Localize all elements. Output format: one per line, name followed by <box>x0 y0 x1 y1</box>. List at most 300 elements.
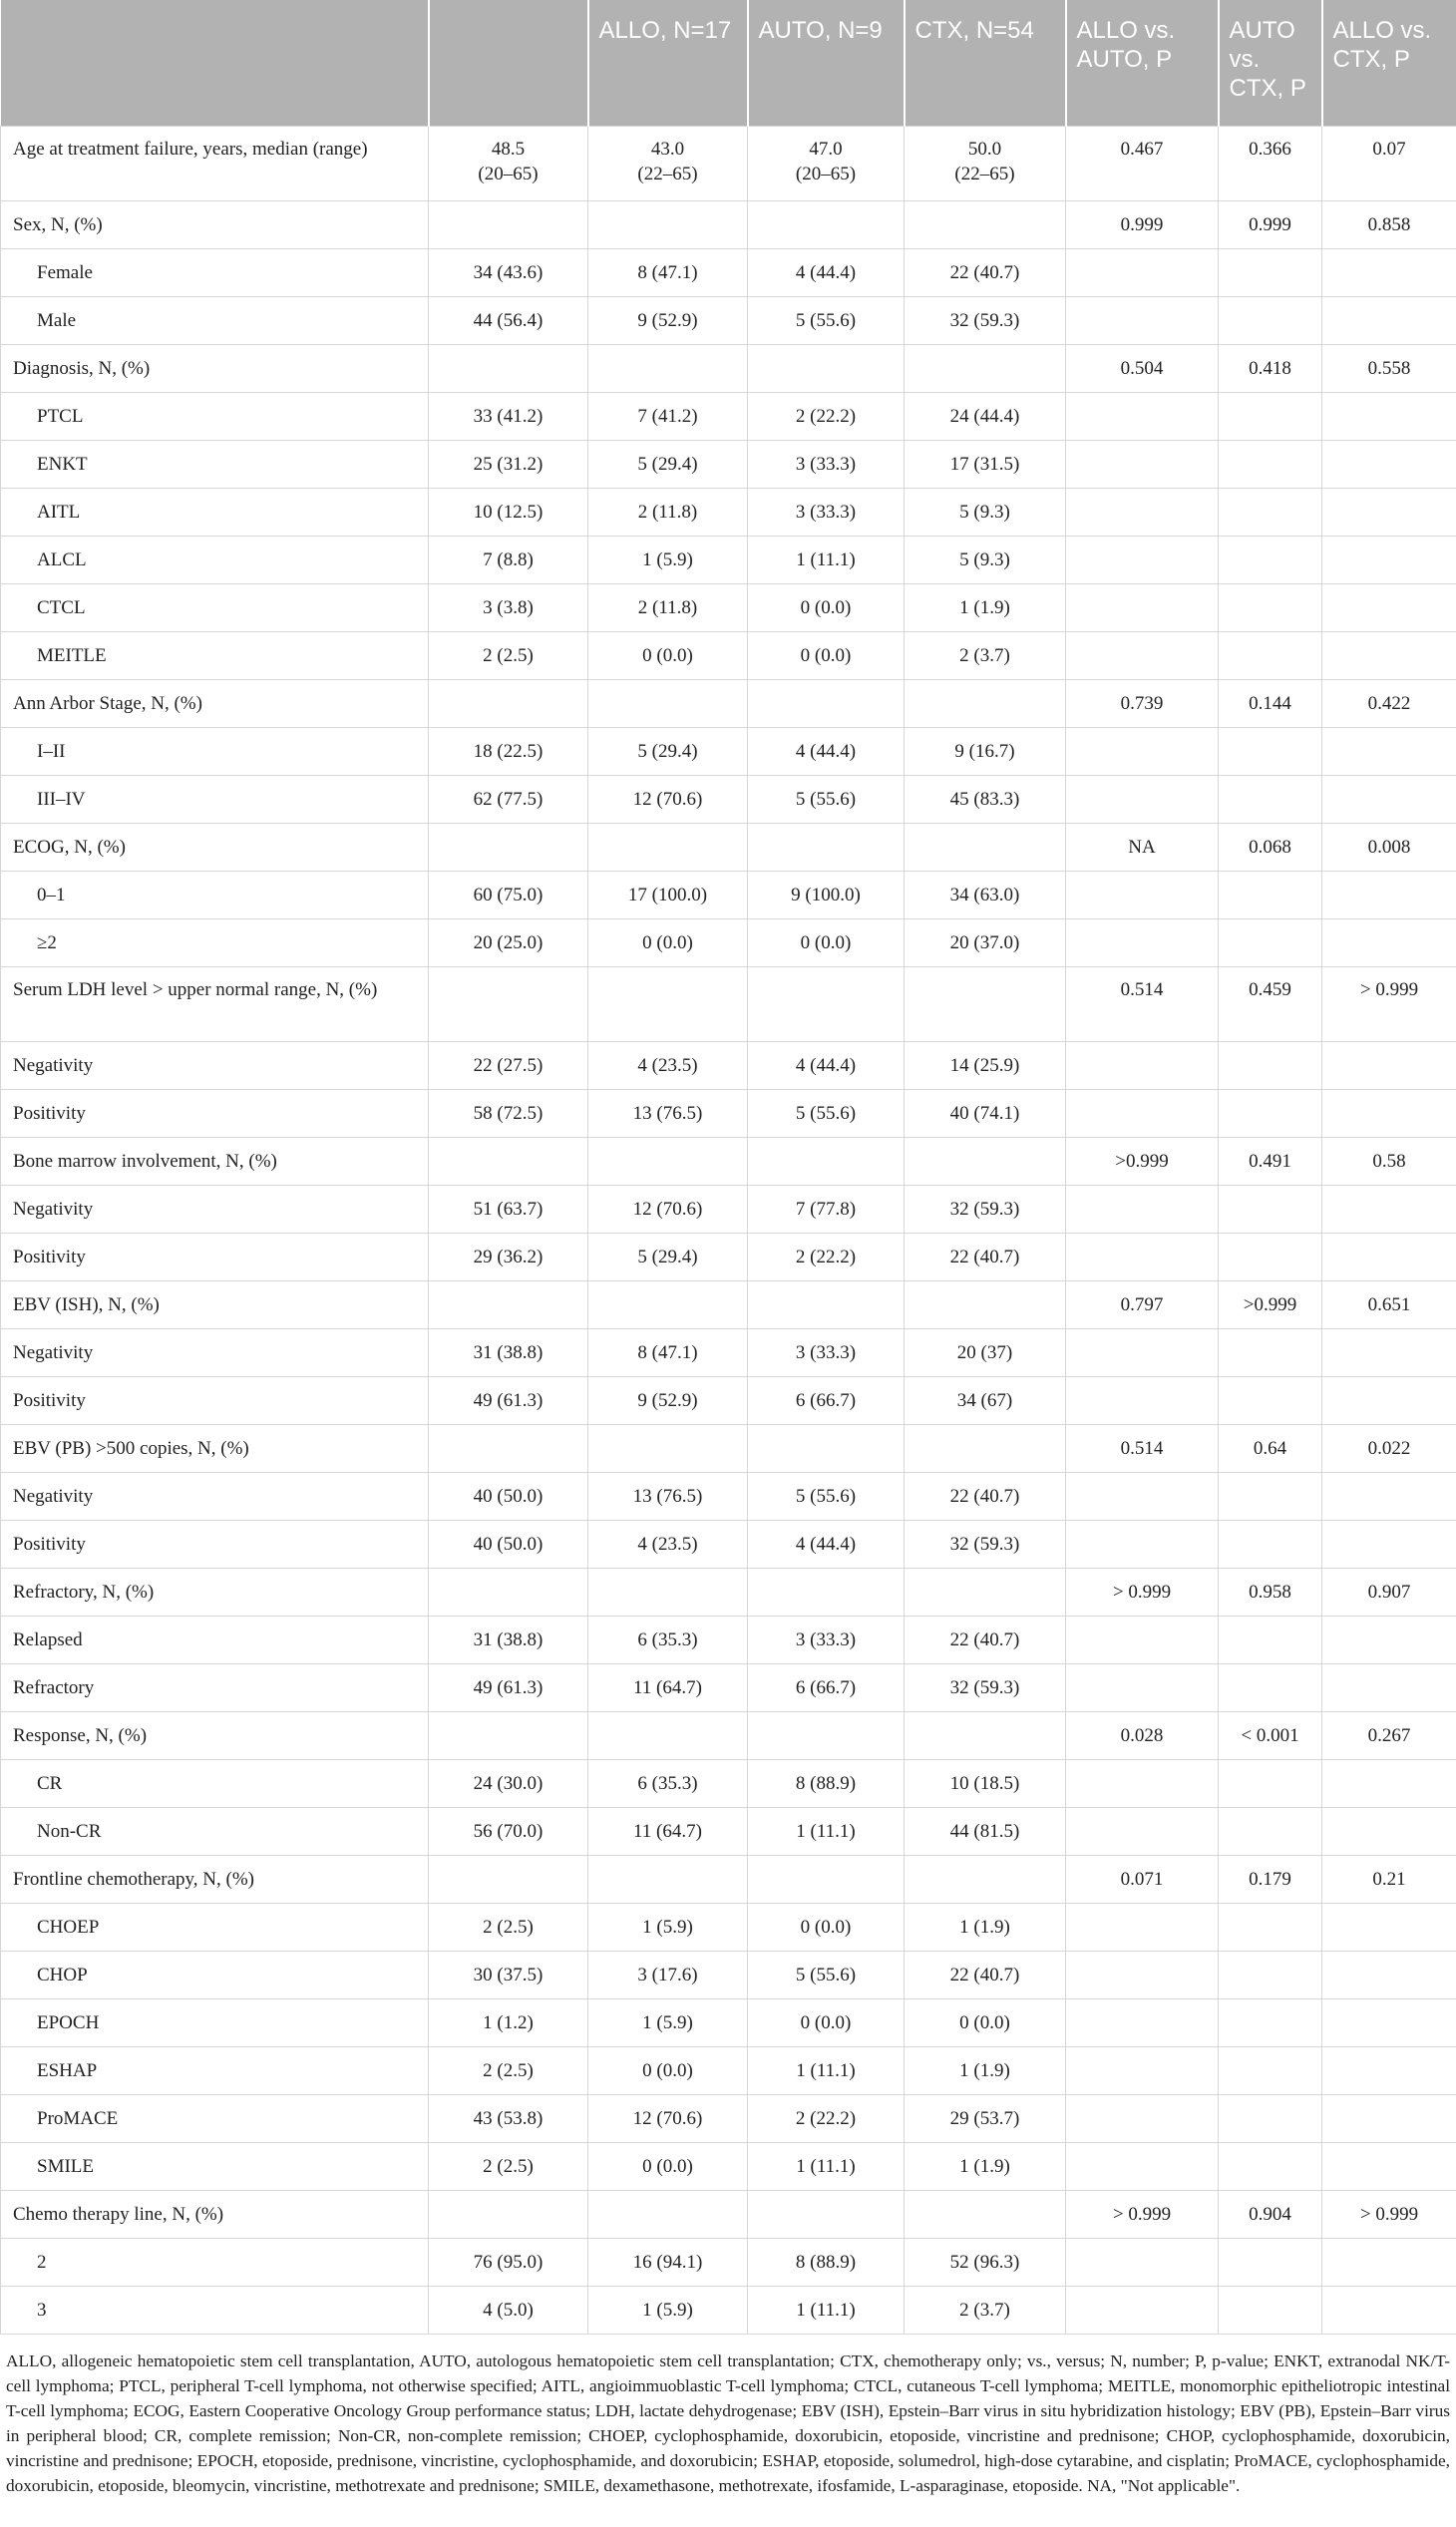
p-value-cell <box>1219 488 1322 536</box>
p-value-cell: 0.999 <box>1066 200 1219 248</box>
table-footnote: ALLO, allogeneic hematopoietic stem cell transplantation, AUTO, autologous hematopoietic stem cell transplantation; CTX, chemotherapy only; vs., versus; N, number; P, p-value; ENKT, extranodal NK/T-cell lymphoma; PTCL, peripheral T-cell lymphoma, not otherwise specified; AITL, angioimmuoblastic T-cell lymphoma; CTCL, cutaneous T-cell lymphoma; MEITLE, monomorphic epitheliotropic intestinal T-cell lymphoma; ECOG, Eastern Cooperative Oncology Group performance status; LDH, lactate dehydrogenase; EBV (ISH), Epstein–Barr virus in situ hybridization histology; EBV (PB), Epstein–Barr virus in peripheral blood; CR, complete remission; Non-CR, non-complete remission; CHOEP, cyclophosphamide, doxorubicin, etoposide, vincristine and prednisone; CHOP, cyclophosphamide, doxorubicin, vincristine and prednisone; EPOCH, etoposide, prednisone, vincristine, cyclophosphamide, and doxorubicin; ESHAP, etoposide, solumedrol, high-dose cytarabine, and cisplatin; ProMACE, cyclophosphamide, doxorubicin, etoposide, bleomycin, vincristine, methotrexate and prednisone; SMILE, dexamethasone, methotrexate, ifosfamide, L-asparaginase, etoposide. NA, "Not applicable". <box>6 2350 1450 2495</box>
p-value-cell <box>1219 1520 1322 1568</box>
value-cell: 12 (70.6) <box>588 2094 748 2142</box>
value-cell <box>905 200 1066 248</box>
table-row <box>1 2286 1456 2334</box>
p-value-cell <box>1219 727 1322 775</box>
value-cell: 5 (9.3) <box>905 488 1066 536</box>
table-row <box>1 2094 1456 2142</box>
value-cell <box>429 2190 588 2238</box>
value-cell: 1 (1.2) <box>429 1998 588 2046</box>
p-value-cell <box>1066 1328 1219 1376</box>
value-cell: 0 (0.0) <box>748 631 905 679</box>
value-cell: 22 (40.7) <box>905 1951 1066 1998</box>
row-label: ≥2 <box>1 918 429 966</box>
row-label: Frontline chemotherapy, N, (%) <box>1 1855 429 1903</box>
value-cell: 32 (59.3) <box>905 1185 1066 1233</box>
p-value-cell <box>1322 2238 1456 2286</box>
value-cell <box>429 1280 588 1328</box>
value-cell: 5 (55.6) <box>748 1089 905 1137</box>
value-cell: 2 (2.5) <box>429 631 588 679</box>
header-cell-ctx: CTX, N=54 <box>905 0 1066 126</box>
table-row <box>1 344 1456 392</box>
p-value-cell <box>1066 392 1219 440</box>
p-value-cell: 0.958 <box>1219 1568 1322 1616</box>
value-cell <box>588 1424 748 1472</box>
table-row <box>1 1424 1456 1472</box>
row-label: 0–1 <box>1 871 429 918</box>
p-value-cell <box>1219 1376 1322 1424</box>
value-cell <box>429 1568 588 1616</box>
value-cell: 7 (77.8) <box>748 1185 905 1233</box>
value-cell: 4 (44.4) <box>748 1041 905 1089</box>
value-cell <box>748 1424 905 1472</box>
p-value-cell: 0.267 <box>1322 1711 1456 1759</box>
value-cell <box>429 1424 588 1472</box>
table-row <box>1 1089 1456 1137</box>
p-value-cell <box>1066 727 1219 775</box>
p-value-cell <box>1322 1376 1456 1424</box>
row-label: Ann Arbor Stage, N, (%) <box>1 679 429 727</box>
value-line: (22–65) <box>954 163 1015 184</box>
p-value-cell <box>1066 296 1219 344</box>
p-value-cell <box>1066 631 1219 679</box>
value-cell: 2 (3.7) <box>905 631 1066 679</box>
value-cell <box>429 823 588 871</box>
p-value-cell: 0.64 <box>1219 1424 1322 1472</box>
value-cell <box>588 200 748 248</box>
value-cell: 6 (35.3) <box>588 1759 748 1807</box>
p-value-cell <box>1322 1807 1456 1855</box>
row-label: EBV (ISH), N, (%) <box>1 1280 429 1328</box>
value-cell: 40 (74.1) <box>905 1089 1066 1137</box>
value-cell: 20 (25.0) <box>429 918 588 966</box>
p-value-cell: 0.07 <box>1322 126 1456 200</box>
p-value-cell: 0.418 <box>1219 344 1322 392</box>
p-value-cell <box>1322 775 1456 823</box>
p-value-cell <box>1066 488 1219 536</box>
value-cell <box>588 2190 748 2238</box>
p-value-cell: 0.467 <box>1066 126 1219 200</box>
value-cell: 4 (23.5) <box>588 1520 748 1568</box>
value-line: (22–65) <box>637 163 698 184</box>
row-label: PTCL <box>1 392 429 440</box>
p-value-cell <box>1066 1520 1219 1568</box>
p-value-cell <box>1066 1951 1219 1998</box>
value-cell: 9 (52.9) <box>588 1376 748 1424</box>
table-row <box>1 440 1456 488</box>
value-cell: 76 (95.0) <box>429 2238 588 2286</box>
p-value-cell: 0.422 <box>1322 679 1456 727</box>
p-value-cell: 0.514 <box>1066 966 1219 1041</box>
value-cell <box>905 823 1066 871</box>
p-value-cell <box>1322 1233 1456 1280</box>
value-cell: 56 (70.0) <box>429 1807 588 1855</box>
value-cell: 11 (64.7) <box>588 1663 748 1711</box>
value-cell: 12 (70.6) <box>588 775 748 823</box>
row-label: Positivity <box>1 1089 429 1137</box>
p-value-cell <box>1322 918 1456 966</box>
value-cell: 6 (35.3) <box>588 1616 748 1663</box>
value-cell <box>429 1855 588 1903</box>
value-cell <box>588 1568 748 1616</box>
table-row <box>1 823 1456 871</box>
value-cell: 8 (88.9) <box>748 1759 905 1807</box>
table-row <box>1 871 1456 918</box>
value-cell <box>905 1137 1066 1185</box>
value-cell: 2 (2.5) <box>429 2046 588 2094</box>
p-value-cell: 0.907 <box>1322 1568 1456 1616</box>
value-cell: 45 (83.3) <box>905 775 1066 823</box>
value-cell: 25 (31.2) <box>429 440 588 488</box>
p-value-cell <box>1219 440 1322 488</box>
value-cell: 0 (0.0) <box>748 918 905 966</box>
table-row <box>1 679 1456 727</box>
p-value-cell <box>1066 1089 1219 1137</box>
value-cell: 4 (44.4) <box>748 248 905 296</box>
value-line: (20–65) <box>478 163 539 184</box>
value-cell: 2 (22.2) <box>748 2094 905 2142</box>
p-value-cell: 0.999 <box>1219 200 1322 248</box>
value-cell <box>905 679 1066 727</box>
value-cell: 5 (55.6) <box>748 775 905 823</box>
row-label: Response, N, (%) <box>1 1711 429 1759</box>
value-cell <box>588 1855 748 1903</box>
value-cell <box>748 823 905 871</box>
p-value-cell <box>1322 631 1456 679</box>
value-cell: 9 (52.9) <box>588 296 748 344</box>
row-label: Age at treatment failure, years, median (range) <box>1 126 429 200</box>
value-cell: 20 (37.0) <box>905 918 1066 966</box>
p-value-cell: 0.858 <box>1322 200 1456 248</box>
p-value-cell <box>1322 1759 1456 1807</box>
table-row <box>1 1759 1456 1807</box>
value-cell: 22 (40.7) <box>905 1616 1066 1663</box>
value-cell <box>588 126 748 200</box>
table-row <box>1 1376 1456 1424</box>
p-value-cell <box>1322 583 1456 631</box>
p-value-cell: 0.008 <box>1322 823 1456 871</box>
value-cell: 2 (3.7) <box>905 2286 1066 2334</box>
p-value-cell <box>1066 2046 1219 2094</box>
value-cell: 29 (36.2) <box>429 1233 588 1280</box>
table-row <box>1 1998 1456 2046</box>
value-cell: 5 (29.4) <box>588 1233 748 1280</box>
p-value-cell <box>1322 1185 1456 1233</box>
value-cell: 1 (11.1) <box>748 2142 905 2190</box>
table-body <box>1 126 1456 2334</box>
p-value-cell <box>1066 440 1219 488</box>
p-value-cell <box>1219 536 1322 583</box>
value-cell: 3 (3.8) <box>429 583 588 631</box>
table-row <box>1 1520 1456 1568</box>
table-row <box>1 1185 1456 1233</box>
table-row <box>1 248 1456 296</box>
p-value-cell <box>1219 392 1322 440</box>
value-cell: 9 (100.0) <box>748 871 905 918</box>
value-cell: 34 (43.6) <box>429 248 588 296</box>
row-label: ECOG, N, (%) <box>1 823 429 871</box>
p-value-cell <box>1322 392 1456 440</box>
p-value-cell <box>1219 1328 1322 1376</box>
value-cell: 10 (12.5) <box>429 488 588 536</box>
p-value-cell <box>1219 631 1322 679</box>
p-value-cell <box>1066 1472 1219 1520</box>
value-cell <box>588 679 748 727</box>
p-value-cell <box>1322 2094 1456 2142</box>
value-cell <box>429 1711 588 1759</box>
value-cell: 0 (0.0) <box>588 631 748 679</box>
value-cell: 1 (11.1) <box>748 2046 905 2094</box>
value-cell: 29 (53.7) <box>905 2094 1066 2142</box>
p-value-cell: 0.071 <box>1066 1855 1219 1903</box>
row-label: MEITLE <box>1 631 429 679</box>
row-label: Positivity <box>1 1520 429 1568</box>
table-row <box>1 631 1456 679</box>
p-value-cell <box>1219 1233 1322 1280</box>
value-line: 43.0 <box>650 138 685 160</box>
row-label: CHOEP <box>1 1903 429 1951</box>
p-value-cell <box>1322 2286 1456 2334</box>
p-value-cell <box>1066 1759 1219 1807</box>
p-value-cell: 0.028 <box>1066 1711 1219 1759</box>
row-label: III–IV <box>1 775 429 823</box>
p-value-cell <box>1066 2286 1219 2334</box>
row-label: Positivity <box>1 1233 429 1280</box>
row-label: EBV (PB) >500 copies, N, (%) <box>1 1424 429 1472</box>
value-cell: 16 (94.1) <box>588 2238 748 2286</box>
p-value-cell <box>1219 775 1322 823</box>
value-cell <box>588 344 748 392</box>
p-value-cell <box>1066 871 1219 918</box>
p-value-cell: > 0.999 <box>1322 2190 1456 2238</box>
row-label: 3 <box>1 2286 429 2334</box>
value-cell: 22 (27.5) <box>429 1041 588 1089</box>
p-value-cell <box>1322 1663 1456 1711</box>
value-cell <box>588 966 748 1041</box>
p-value-cell <box>1066 248 1219 296</box>
value-line: 47.0 <box>809 138 843 160</box>
row-label: Sex, N, (%) <box>1 200 429 248</box>
p-value-cell <box>1066 583 1219 631</box>
value-cell: 13 (76.5) <box>588 1089 748 1137</box>
p-value-cell <box>1322 1951 1456 1998</box>
row-label: Relapsed <box>1 1616 429 1663</box>
value-cell <box>905 966 1066 1041</box>
header-cell-allo: ALLO, N=17 <box>588 0 748 126</box>
table-row <box>1 2190 1456 2238</box>
p-value-cell <box>1322 488 1456 536</box>
value-cell: 1 (11.1) <box>748 536 905 583</box>
value-cell: 3 (33.3) <box>748 440 905 488</box>
table-row <box>1 296 1456 344</box>
value-cell: 5 (29.4) <box>588 727 748 775</box>
value-cell: 7 (8.8) <box>429 536 588 583</box>
header-cell-allo-vs-ctx: ALLO vs. CTX, P <box>1322 0 1456 126</box>
table-row <box>1 1711 1456 1759</box>
table-row <box>1 1233 1456 1280</box>
value-cell <box>748 2190 905 2238</box>
value-cell: 18 (22.5) <box>429 727 588 775</box>
p-value-cell <box>1066 1185 1219 1233</box>
value-cell: 17 (100.0) <box>588 871 748 918</box>
row-label: Negativity <box>1 1472 429 1520</box>
value-cell: 2 (2.5) <box>429 1903 588 1951</box>
value-line: 48.5 <box>491 138 526 160</box>
row-label: SMILE <box>1 2142 429 2190</box>
table-row <box>1 1137 1456 1185</box>
p-value-cell <box>1219 2094 1322 2142</box>
p-value-cell: 0.739 <box>1066 679 1219 727</box>
table-row <box>1 775 1456 823</box>
value-cell <box>905 1568 1066 1616</box>
value-cell <box>429 1137 588 1185</box>
row-label: ENKT <box>1 440 429 488</box>
p-value-cell: 0.366 <box>1219 126 1322 200</box>
p-value-cell <box>1322 1041 1456 1089</box>
value-cell: 31 (38.8) <box>429 1616 588 1663</box>
value-cell: 40 (50.0) <box>429 1520 588 1568</box>
table-row <box>1 918 1456 966</box>
p-value-cell <box>1219 1998 1322 2046</box>
table-row <box>1 2046 1456 2094</box>
value-cell <box>905 1280 1066 1328</box>
p-value-cell: 0.651 <box>1322 1280 1456 1328</box>
p-value-cell: 0.068 <box>1219 823 1322 871</box>
p-value-cell <box>1066 536 1219 583</box>
table-row <box>1 727 1456 775</box>
p-value-cell <box>1219 1616 1322 1663</box>
table-row <box>1 488 1456 536</box>
header-cell-allo-vs-auto: ALLO vs. AUTO, P <box>1066 0 1219 126</box>
p-value-cell: >0.999 <box>1066 1137 1219 1185</box>
header-cell-total <box>429 0 588 126</box>
p-value-cell <box>1219 583 1322 631</box>
value-cell: 0 (0.0) <box>905 1998 1066 2046</box>
value-cell <box>905 344 1066 392</box>
p-value-cell <box>1066 1807 1219 1855</box>
p-value-cell: < 0.001 <box>1219 1711 1322 1759</box>
row-label: AITL <box>1 488 429 536</box>
value-cell <box>429 200 588 248</box>
value-cell: 9 (16.7) <box>905 727 1066 775</box>
value-cell: 49 (61.3) <box>429 1663 588 1711</box>
row-label: Negativity <box>1 1041 429 1089</box>
table-row <box>1 2142 1456 2190</box>
value-cell: 0 (0.0) <box>588 2142 748 2190</box>
value-cell: 20 (37) <box>905 1328 1066 1376</box>
p-value-cell <box>1219 871 1322 918</box>
p-value-cell <box>1066 2238 1219 2286</box>
value-cell <box>588 823 748 871</box>
header-row <box>1 0 1456 126</box>
value-cell: 3 (17.6) <box>588 1951 748 1998</box>
value-cell: 0 (0.0) <box>588 918 748 966</box>
table-row <box>1 1616 1456 1663</box>
p-value-cell: 0.459 <box>1219 966 1322 1041</box>
p-value-cell <box>1219 2142 1322 2190</box>
p-value-cell <box>1219 2046 1322 2094</box>
value-cell: 60 (75.0) <box>429 871 588 918</box>
value-cell: 4 (44.4) <box>748 1520 905 1568</box>
value-cell <box>588 1137 748 1185</box>
p-value-cell <box>1219 2286 1322 2334</box>
value-cell: 1 (1.9) <box>905 1903 1066 1951</box>
value-cell: 30 (37.5) <box>429 1951 588 1998</box>
p-value-cell <box>1066 1376 1219 1424</box>
p-value-cell <box>1066 1903 1219 1951</box>
row-label: EPOCH <box>1 1998 429 2046</box>
value-cell <box>748 126 905 200</box>
p-value-cell <box>1322 1472 1456 1520</box>
p-value-cell <box>1066 1998 1219 2046</box>
value-cell: 3 (33.3) <box>748 1616 905 1663</box>
table-row <box>1 966 1456 1041</box>
table-row <box>1 126 1456 200</box>
value-cell: 3 (33.3) <box>748 1328 905 1376</box>
p-value-cell <box>1219 1185 1322 1233</box>
p-value-cell: 0.144 <box>1219 679 1322 727</box>
p-value-cell <box>1322 1616 1456 1663</box>
value-cell <box>429 679 588 727</box>
value-cell: 34 (67) <box>905 1376 1066 1424</box>
p-value-cell <box>1322 2046 1456 2094</box>
row-label: I–II <box>1 727 429 775</box>
p-value-cell <box>1322 440 1456 488</box>
value-cell: 1 (5.9) <box>588 536 748 583</box>
header-cell-label <box>1 0 429 126</box>
value-cell: 49 (61.3) <box>429 1376 588 1424</box>
value-cell: 1 (1.9) <box>905 2142 1066 2190</box>
p-value-cell <box>1219 248 1322 296</box>
value-cell: 14 (25.9) <box>905 1041 1066 1089</box>
value-cell <box>748 1280 905 1328</box>
p-value-cell <box>1322 296 1456 344</box>
p-value-cell <box>1219 2238 1322 2286</box>
value-cell <box>905 1711 1066 1759</box>
value-cell: 13 (76.5) <box>588 1472 748 1520</box>
p-value-cell <box>1219 1759 1322 1807</box>
p-value-cell: 0.514 <box>1066 1424 1219 1472</box>
table-row <box>1 1807 1456 1855</box>
value-cell <box>748 1711 905 1759</box>
table-row <box>1 1568 1456 1616</box>
value-cell <box>905 1855 1066 1903</box>
p-value-cell <box>1322 1903 1456 1951</box>
p-value-cell <box>1322 1328 1456 1376</box>
p-value-cell <box>1322 2142 1456 2190</box>
value-cell: 5 (55.6) <box>748 296 905 344</box>
value-cell: 0 (0.0) <box>748 1998 905 2046</box>
table-row <box>1 1951 1456 1998</box>
p-value-cell <box>1322 248 1456 296</box>
header-cell-auto: AUTO, N=9 <box>748 0 905 126</box>
value-cell: 1 (1.9) <box>905 583 1066 631</box>
value-cell <box>429 344 588 392</box>
value-cell: 58 (72.5) <box>429 1089 588 1137</box>
value-cell <box>588 1711 748 1759</box>
row-label: ALCL <box>1 536 429 583</box>
row-label: CTCL <box>1 583 429 631</box>
row-label: CR <box>1 1759 429 1807</box>
value-cell: 1 (11.1) <box>748 2286 905 2334</box>
table-row <box>1 392 1456 440</box>
table-row <box>1 536 1456 583</box>
value-cell: 3 (33.3) <box>748 488 905 536</box>
value-cell: 31 (38.8) <box>429 1328 588 1376</box>
row-label: Refractory, N, (%) <box>1 1568 429 1616</box>
row-label: CHOP <box>1 1951 429 1998</box>
